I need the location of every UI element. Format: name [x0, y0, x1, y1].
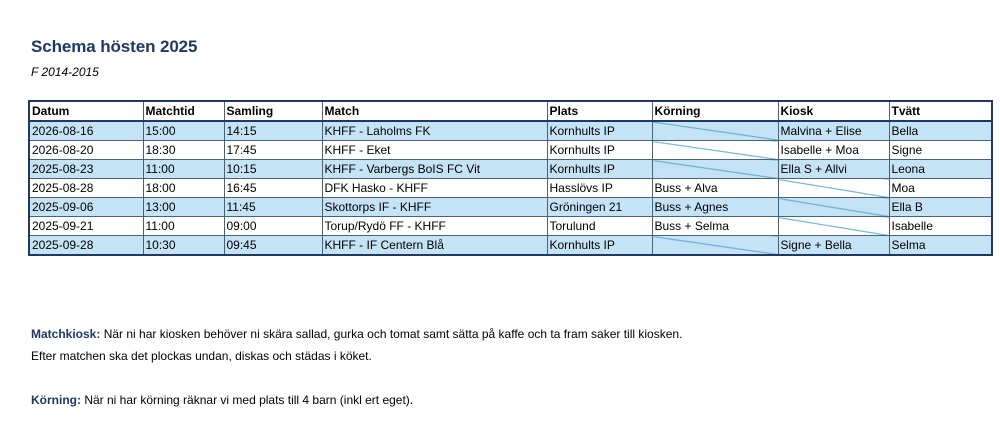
cell-match: KHFF - Eket [322, 141, 547, 160]
cell-matchtid: 18:30 [143, 141, 224, 160]
cell-matchtid: 11:00 [143, 217, 224, 236]
cell-match: KHFF - IF Centern Blå [322, 236, 547, 256]
cell-plats: Kornhults IP [547, 160, 652, 179]
cell-kiosk-empty [778, 198, 889, 217]
cell-matchtid: 13:00 [143, 198, 224, 217]
header-tvatt: Tvätt [889, 101, 992, 121]
cell-kiosk: Signe + Bella [778, 236, 889, 256]
cell-kiosk: Malvina + Elise [778, 121, 889, 141]
cell-korning: Buss + Alva [652, 179, 778, 198]
cell-tvatt: Moa [889, 179, 992, 198]
cell-datum: 2025-08-28 [29, 179, 143, 198]
cell-plats: Hasslövs IP [547, 179, 652, 198]
header-kiosk: Kiosk [778, 101, 889, 121]
cell-plats: Torulund [547, 217, 652, 236]
cell-datum: 2025-09-28 [29, 236, 143, 256]
table-row [29, 217, 992, 236]
cell-datum: 2026-08-16 [29, 121, 143, 141]
cell-tvatt: Bella [889, 121, 992, 141]
notes-section [31, 323, 682, 411]
cell-kiosk: Ella S + Allvi [778, 160, 889, 179]
cell-kiosk-empty [778, 217, 889, 236]
schedule-table [28, 100, 993, 256]
cell-matchtid: 10:30 [143, 236, 224, 256]
table-row [29, 198, 992, 217]
header-plats: Plats [547, 101, 652, 121]
cell-matchtid: 18:00 [143, 179, 224, 198]
header-match: Match [322, 101, 547, 121]
cell-korning: Buss + Agnes [652, 198, 778, 217]
cell-datum: 2026-08-20 [29, 141, 143, 160]
cell-korning-empty [652, 121, 778, 141]
cell-samling: 09:00 [224, 217, 322, 236]
cell-datum: 2025-09-06 [29, 198, 143, 217]
cell-kiosk: Isabelle + Moa [778, 141, 889, 160]
header-korning: Körning [652, 101, 778, 121]
cell-plats: Kornhults IP [547, 121, 652, 141]
cell-datum: 2025-09-21 [29, 217, 143, 236]
table-row [29, 236, 992, 256]
cell-plats: Kornhults IP [547, 141, 652, 160]
cell-datum: 2025-08-23 [29, 160, 143, 179]
korning-note [31, 389, 682, 411]
cell-samling: 16:45 [224, 179, 322, 198]
table-row [29, 179, 992, 198]
page-subtitle: F 2014-2015 [31, 65, 99, 79]
cell-match: KHFF - Laholms FK [322, 121, 547, 141]
cell-match: KHFF - Varbergs BoIS FC Vit [322, 160, 547, 179]
cell-korning-empty [652, 160, 778, 179]
cell-tvatt: Leona [889, 160, 992, 179]
kiosk-note-line2: Efter matchen ska det plockas undan, diskas och städas i köket. [31, 349, 372, 363]
cell-plats: Gröningen 21 [547, 198, 652, 217]
kiosk-note [31, 323, 682, 345]
table-row [29, 121, 992, 141]
header-matchtid: Matchtid [143, 101, 224, 121]
table-row [29, 160, 992, 179]
cell-plats: Kornhults IP [547, 236, 652, 256]
cell-kiosk-empty [778, 179, 889, 198]
cell-korning-empty [652, 236, 778, 256]
cell-samling: 14:15 [224, 121, 322, 141]
cell-samling: 17:45 [224, 141, 322, 160]
cell-korning-empty [652, 141, 778, 160]
cell-tvatt: Ella B [889, 198, 992, 217]
korning-note-label: Körning: [31, 393, 81, 407]
cell-tvatt: Isabelle [889, 217, 992, 236]
kiosk-note-label: Matchkiosk: [31, 327, 101, 341]
cell-tvatt: Signe [889, 141, 992, 160]
cell-match: Skottorps IF - KHFF [322, 198, 547, 217]
cell-samling: 09:45 [224, 236, 322, 256]
cell-korning: Buss + Selma [652, 217, 778, 236]
header-datum: Datum [29, 101, 143, 121]
cell-matchtid: 11:00 [143, 160, 224, 179]
table-header-row [29, 101, 992, 121]
header-samling: Samling [224, 101, 322, 121]
cell-match: DFK Hasko - KHFF [322, 179, 547, 198]
kiosk-note-text: När ni har kiosken behöver ni skära sallad, gurka och tomat samt sätta på kaffe och ta fram saker till kiosken. [100, 327, 683, 341]
cell-matchtid: 15:00 [143, 121, 224, 141]
cell-samling: 11:45 [224, 198, 322, 217]
cell-samling: 10:15 [224, 160, 322, 179]
cell-tvatt: Selma [889, 236, 992, 256]
page-title: Schema hösten 2025 [31, 37, 198, 56]
korning-note-text: När ni har körning räknar vi med plats till 4 barn (inkl ert eget). [81, 393, 414, 407]
cell-match: Torup/Rydö FF - KHFF [322, 217, 547, 236]
table-row [29, 141, 992, 160]
